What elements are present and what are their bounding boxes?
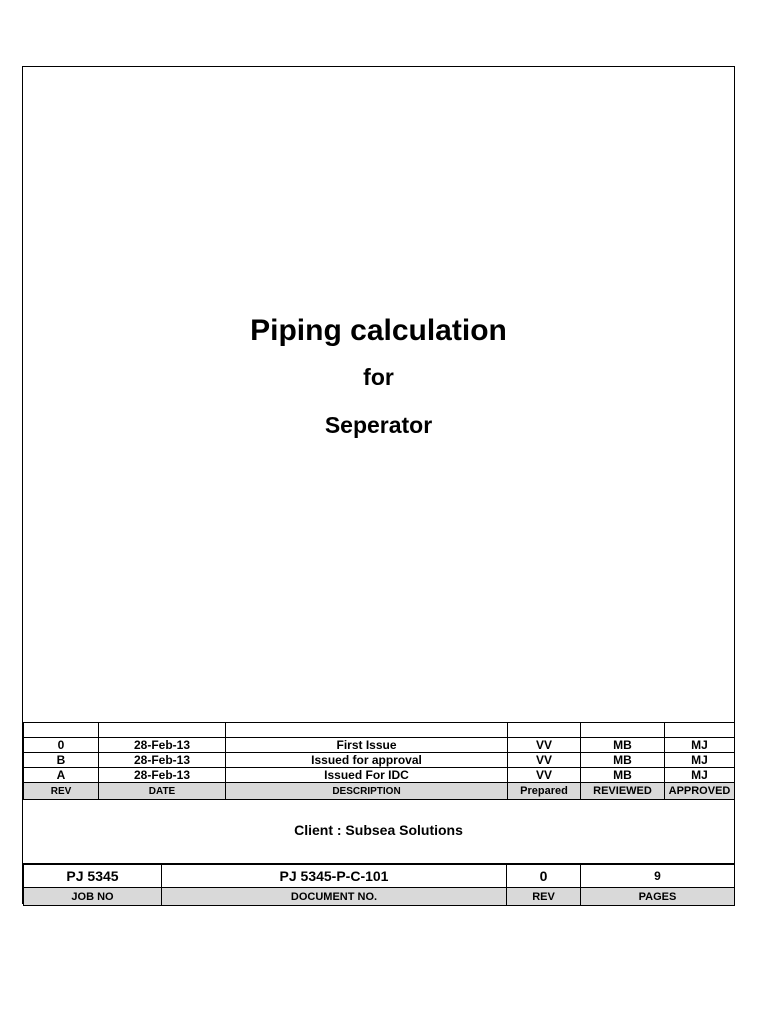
revision-date: 28-Feb-13 <box>99 738 226 753</box>
revision-reviewed: MB <box>581 753 665 768</box>
title-connector: for <box>363 364 394 390</box>
revision-approved: MJ <box>665 753 735 768</box>
label-document-no: DOCUMENT NO. <box>162 888 507 906</box>
revision-reviewed: MB <box>581 768 665 783</box>
header-rev: REV <box>24 783 99 800</box>
revision-prepared: VV <box>508 738 581 753</box>
revision-rev: A <box>24 768 99 783</box>
revision-row <box>24 753 735 768</box>
page-count: 9 <box>581 864 735 888</box>
header-prepared: Prepared <box>508 783 581 800</box>
document-subject: Seperator <box>324 412 433 438</box>
document-values-row <box>24 864 735 888</box>
revision-approved: MJ <box>665 768 735 783</box>
revision-prepared: VV <box>508 753 581 768</box>
revision-row-blank <box>24 723 735 738</box>
revision-rev: 0 <box>24 738 99 753</box>
revision-description: Issued For IDC <box>226 768 508 783</box>
revision-prepared: VV <box>508 768 581 783</box>
revision-rev: B <box>24 753 99 768</box>
header-approved: APPROVED <box>665 783 735 800</box>
title-block-frame <box>22 66 735 904</box>
revision-header-row <box>24 783 735 800</box>
revision-date: 28-Feb-13 <box>99 768 226 783</box>
revision-approved: MJ <box>665 738 735 753</box>
revision-date: 28-Feb-13 <box>99 753 226 768</box>
header-description: DESCRIPTION <box>226 783 508 800</box>
revision-row <box>24 768 735 783</box>
document-info-table <box>23 863 735 906</box>
label-job-no: JOB NO <box>24 888 162 906</box>
label-pages: PAGES <box>581 888 735 906</box>
document-labels-row <box>24 888 735 906</box>
revision-row <box>24 738 735 753</box>
document-title: Piping calculation <box>250 314 507 347</box>
revision-reviewed: MB <box>581 738 665 753</box>
document-number: PJ 5345-P-C-101 <box>162 864 507 888</box>
job-number: PJ 5345 <box>24 864 162 888</box>
client-name: Client : Subsea Solutions <box>294 822 463 838</box>
revision-table <box>23 722 735 800</box>
header-date: DATE <box>99 783 226 800</box>
document-rev: 0 <box>507 864 581 888</box>
revision-description: First Issue <box>226 738 508 753</box>
revision-description: Issued for approval <box>226 753 508 768</box>
label-rev: REV <box>507 888 581 906</box>
header-reviewed: REVIEWED <box>581 783 665 800</box>
